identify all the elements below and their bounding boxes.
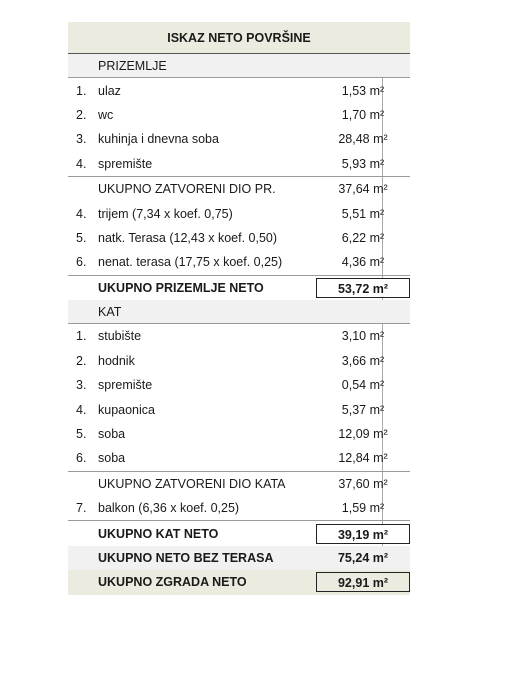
table-row: 5. soba 12,09 m² — [76, 427, 388, 442]
net-without-terrace-row: UKUPNO NETO BEZ TERASA 75,24 m² — [68, 546, 410, 570]
ground-total-row: UKUPNO PRIZEMLJE NETO 53,72 m² — [68, 275, 410, 300]
table-row: 2. wc 1,70 m² — [76, 107, 385, 122]
section-ground-heading: PRIZEMLJE — [68, 54, 410, 78]
table-row: 4. spremište 5,93 m² — [76, 156, 385, 171]
table-row: 1. ulaz 1,53 m² — [76, 83, 385, 98]
table-row: 6. soba 12,84 m² — [76, 451, 388, 466]
table-row: 3. kuhinja i dnevna soba 28,48 m² — [76, 132, 388, 147]
ground-items — [68, 78, 410, 300]
table-row: 6. nenat. terasa (17,75 x koef. 0,25) 4,36 m² — [76, 255, 385, 270]
building-total-row: UKUPNO ZGRADA NETO 92,91 m² — [68, 570, 410, 594]
table-row: 7. balkon (6,36 x koef. 0,25) 1,59 m² — [76, 501, 385, 516]
table-row: 4. kupaonica 5,37 m² — [76, 402, 385, 417]
table-row: 1. stubište 3,10 m² — [76, 329, 385, 344]
table-row: 4. trijem (7,34 x koef. 0,75) 5,51 m² — [76, 206, 385, 221]
section-floor-heading: KAT — [68, 300, 410, 324]
floor-total-row: UKUPNO KAT NETO 39,19 m² — [68, 520, 410, 545]
table-row: 5. natk. Terasa (12,43 x koef. 0,50) 6,22 m² — [76, 230, 385, 245]
net-area-table — [68, 22, 410, 595]
subtotal-row: UKUPNO ZATVORENI DIO KATA 37,60 m² — [68, 471, 410, 496]
table-title: ISKAZ NETO POVRŠINE — [68, 22, 410, 54]
subtotal-row: UKUPNO ZATVORENI DIO PR. 37,64 m² — [68, 176, 410, 201]
floor-items — [68, 324, 410, 546]
table-row: 3. spremište 0,54 m² — [76, 378, 385, 393]
table-row: 2. hodnik 3,66 m² — [76, 353, 385, 368]
